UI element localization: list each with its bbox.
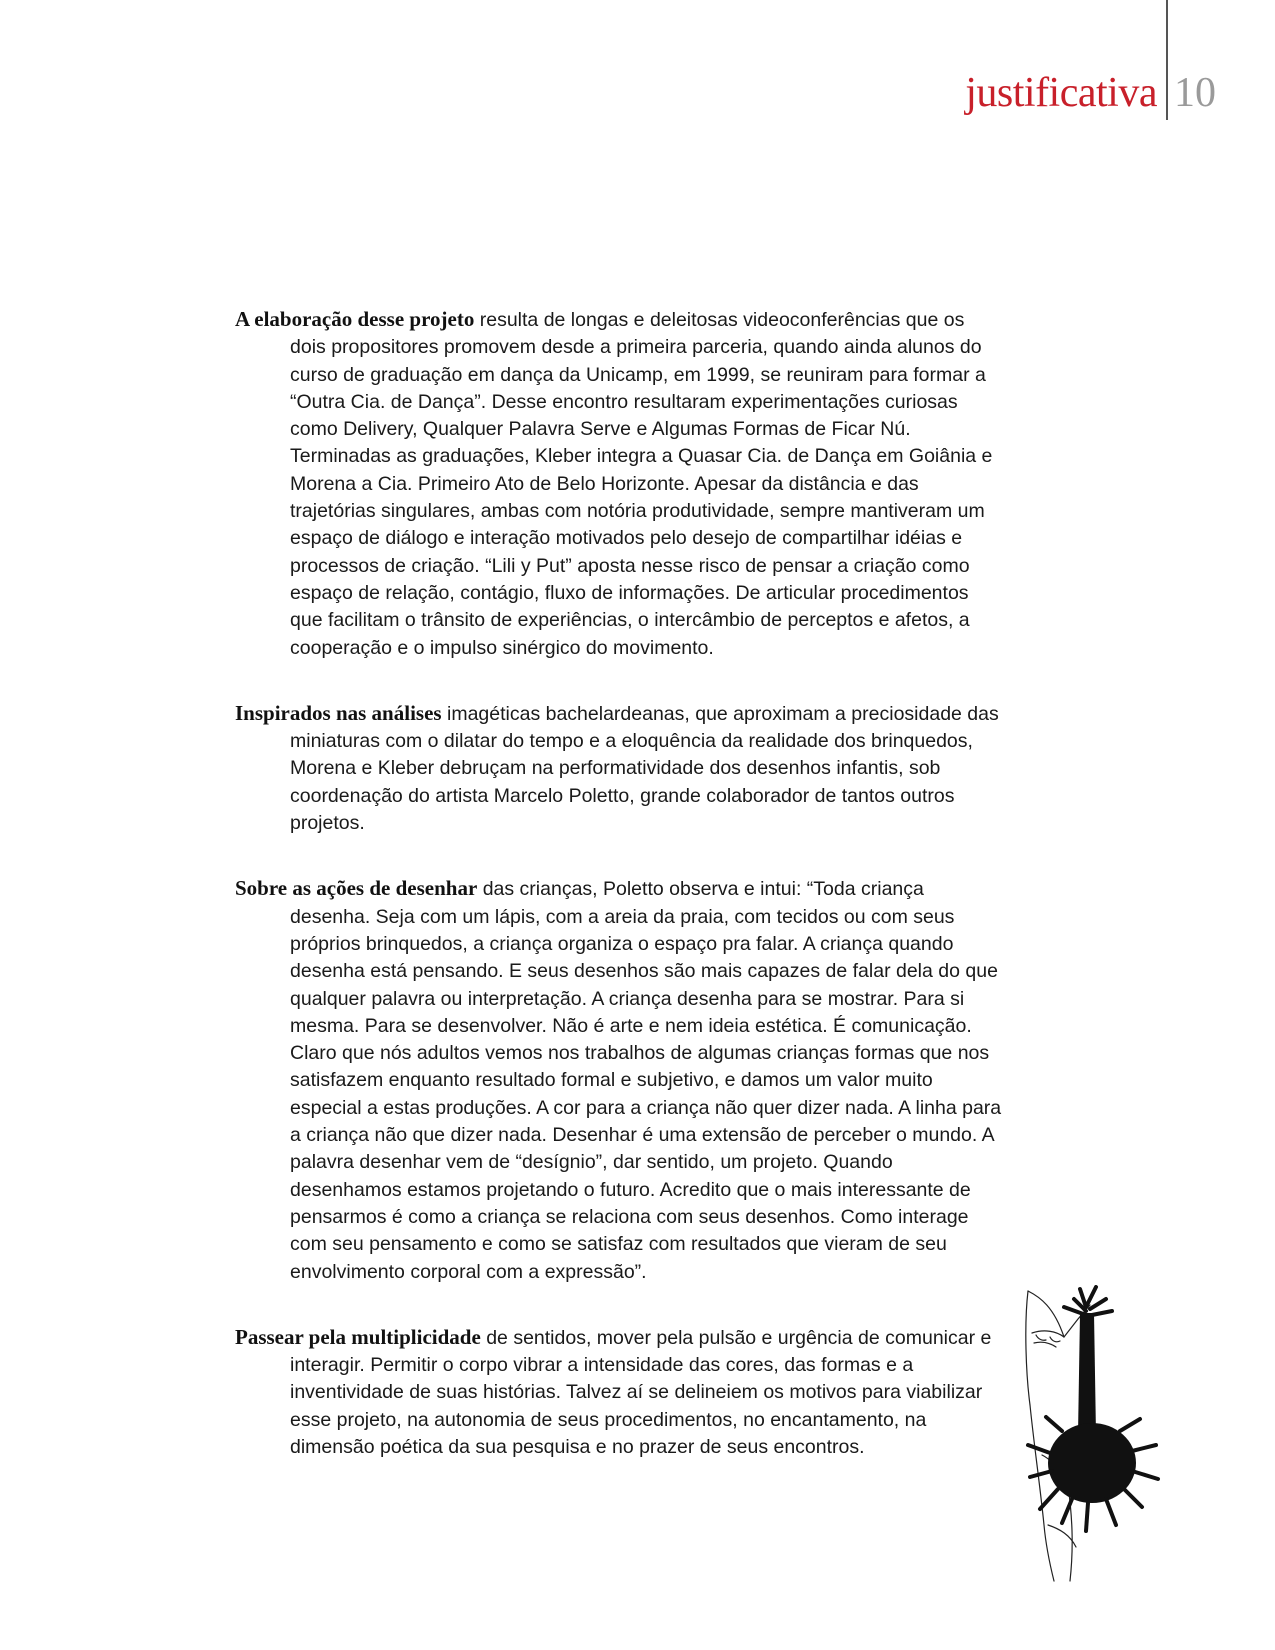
paragraph-lead: Sobre as ações de desenhar: [235, 876, 478, 901]
section-title: justificativa: [965, 70, 1157, 116]
paragraph-project-origin: [235, 306, 1005, 662]
paragraph-multiplicity: [235, 1324, 1005, 1461]
page-number: 10: [1174, 70, 1216, 116]
body-text: [235, 306, 1005, 1499]
paragraph-inspiration: [235, 700, 1005, 837]
paragraph-lead: A elaboração desse projeto: [235, 307, 475, 331]
child-drawing-illustration: [1020, 1285, 1190, 1585]
paragraph-lead: Passear pela multiplicidade: [235, 1324, 481, 1349]
paragraph-lead: Inspirados nas análises: [235, 700, 442, 725]
paragraph-body: resulta de longas e deleitosas videoconferências que os dois propositores promovem desde a primeira parceria, quando ainda alunos do curso de graduação em dança da Unicamp, em 1999, se reuniram para formar a “Outra Cia. de Dança”. Desse encontro resultaram experimentações curiosas como Delivery, Qualquer Palavra Serve e Algumas Formas de Ficar Nú. Terminadas as graduações, Kleber integra a Quasar Cia. de Dança em Goiânia e Morena a Cia. Primeiro Ato de Belo Horizonte. Apesar da distância e das trajetórias singulares, ambas com notória produtividade, sempre mantiveram um espaço de diálogo e interação motivados pelo desejo de compartilhar idéias e processos de criação. “Lili y Put” aposta nesse risco de pensar a criação como espaço de relação, contágio, fluxo de informações. De articular procedimentos que facilitam o trânsito de experiências, o intercâmbio de perceptos e afetos, a cooperação e o impulso sinérgico do movimento.: [290, 309, 993, 659]
header-divider: [1166, 0, 1168, 120]
paragraph-body: de sentidos, mover pela pulsão e urgência de comunicar e interagir. Permitir o corpo vibrar a intensidade das cores, das formas e a inventividade de suas histórias. Talvez aí se delineiem os motivos para viabilizar esse projeto, na autonomia de seus procedimentos, no encantamento, na dimensão poética da sua pesquisa e no prazer de seus encontros.: [290, 1326, 992, 1458]
paragraph-body: imagéticas bachelardeanas, que aproximam a preciosidade das miniaturas com o dilatar do tempo e a eloquência da realidade dos brinquedos, Morena e Kleber debruçam na performatividade dos desenhos infantis, sob coordenação do artista Marcelo Poletto, grande colaborador de tantos outros projetos.: [290, 702, 999, 835]
paragraph-body: das crianças, Poletto observa e intui: “Toda criança desenha. Seja com um lápis, com a areia da praia, com tecidos ou com seus próprios brinquedos, a criança organiza o espaço pra falar. A criança quando desenha está pensando. E seus desenhos são mais capazes de falar dela do que qualquer palavra ou interpretação. A criança desenha para se mostrar. Para si mesma. Para se desenvolver. Não é arte e nem ideia estética. É comunicação. Claro que nós adultos vemos nos trabalhos de algumas crianças formas que nos satisfazem enquanto resultado formal e subjetivo, e damos um valor muito especial a estas produções. A cor para a criança não quer dizer nada. A linha para a criança não que dizer nada. Desenhar é uma extensão de perceber o mundo. A palavra desenhar vem de “desígnio”, dar sentido, um projeto. Quando desenhamos estamos projetando o futuro. Acredito que o mais interessante de pensarmos é como a criança se relaciona com seus desenhos. Como interage com seu pensamento e como se satisfaz com resultados que vieram de seu envolvimento corporal com a expressão”.: [290, 878, 1002, 1283]
paragraph-drawing-actions: [235, 875, 1005, 1285]
